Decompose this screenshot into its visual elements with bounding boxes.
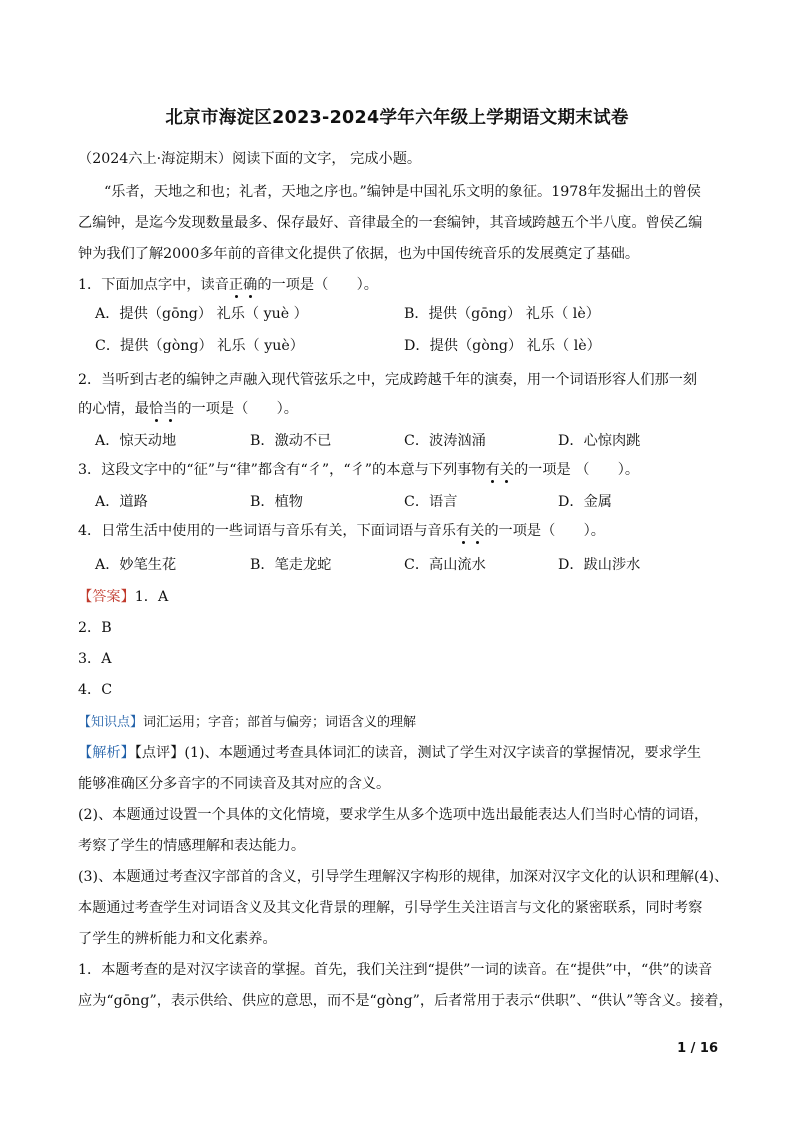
- answer-line: 【答案】1．A: [78, 589, 169, 605]
- knowledge-tag: 【知识点】: [78, 715, 144, 730]
- passage-line: “乐者，天地之和也；礼者，天地之序也。”编钟是中国礼乐文明的象征。1978年发掘出土的曾侯: [104, 184, 701, 200]
- question-3-option-d: D．金属: [558, 494, 612, 510]
- question-4-option-d: D．跋山涉水: [558, 557, 641, 573]
- passage-line: 乙编钟，是迄今发现数量最多、保存最好、音律最全的一套编钟，其音域跨越五个半八度。曾侯乙编: [78, 215, 703, 231]
- question-2-stem: 的心情，最恰当的一项是（ ）。: [78, 398, 298, 418]
- answer-line: 3．A: [78, 651, 112, 667]
- question-1-option-a: A．提供（gōng） 礼乐（ yuè ）: [95, 306, 308, 322]
- passage-line: 钟为我们了解2000多年前的音律文化提供了依据，也为中国传统音乐的发展奠定了基础。: [78, 246, 640, 262]
- question-1-option-b: B．提供（gōng） 礼乐（ lè）: [404, 306, 600, 322]
- knowledge-line: 【知识点】词汇运用；字音；部首与偏旁；词语含义的理解: [78, 715, 417, 730]
- intro-line: （2024六上·海淀期末）阅读下面的文字， 完成小题。: [78, 151, 422, 167]
- question-2-option-d: D．心惊肉跳: [558, 433, 641, 449]
- analysis-line: 能够准确区分多音字的不同读音及其对应的含义。: [78, 776, 391, 792]
- analysis-line: 应为“gōng”，表示供给、供应的意思，而不是“gòng”，后者常用于表示“供职”、“供认”等含义。接着，: [78, 993, 733, 1009]
- question-2-stem: 2．当听到古老的编钟之声融入现代管弦乐之中，完成跨越千年的演奏，用一个词语形容人们那一刻: [78, 372, 698, 388]
- question-4-option-b: B．笔走龙蛇: [250, 557, 332, 573]
- analysis-line: (3)、本题通过考查汉字部首的含义，引导学生理解汉字构形的规律，加深对汉字文化的认识和理解(4)、: [78, 869, 729, 885]
- answer-line: 2．B: [78, 620, 112, 636]
- question-2-option-b: B．激动不已: [250, 433, 332, 449]
- answer-tag: 【答案】: [78, 589, 135, 605]
- analysis-line: 1．本题考查的是对汉字读音的掌握。首先，我们关注到“提供”一词的读音。在“提供”中，“供”的读音: [78, 962, 713, 978]
- answer-line: 4．C: [78, 682, 113, 698]
- question-3-option-a: A．道路: [95, 494, 148, 510]
- question-3-stem: 3．这段文字中的“征”与“律”都含有“彳”，“彳”的本意与下列事物有关的一项是 （ ）。: [78, 459, 639, 479]
- question-2-option-a: A．惊天动地: [95, 433, 177, 449]
- question-4-option-a: A．妙笔生花: [95, 557, 177, 573]
- analysis-line: (2)、本题通过设置一个具体的文化情境，要求学生从多个选项中选出最能表达人们当时心情的词语，: [78, 807, 709, 823]
- question-3-option-c: C．语言: [404, 494, 458, 510]
- question-1-option-d: D．提供（gòng） 礼乐（ lè）: [404, 338, 601, 354]
- analysis-line: 了学生的辨析能力和文化素养。: [78, 931, 277, 947]
- page-number: 1 / 16: [677, 1041, 718, 1056]
- question-2-option-c: C．波涛汹涌: [404, 433, 486, 449]
- question-1-option-c: C．提供（gòng） 礼乐（ yuè）: [95, 338, 304, 354]
- analysis-line: 本题通过考查学生对词语含义及其文化背景的理解，引导学生关注语言与文化的紧密联系，同时考察: [78, 900, 703, 916]
- analysis-line: 【解析】【点评】(1)、本题通过考查具体词汇的读音，测试了学生对汉字读音的掌握情况，要求学生: [78, 745, 702, 761]
- analysis-line: 考察了学生的情感理解和表达能力。: [78, 838, 306, 854]
- question-4-option-c: C．高山流水: [404, 557, 486, 573]
- question-1-stem: 1．下面加点字中，读音正确的一项是（ ）。: [78, 274, 378, 294]
- analysis-tag: 【解析】: [78, 745, 135, 761]
- page-title: 北京市海淀区2023-2024学年六年级上学期语文期末试卷: [165, 108, 629, 128]
- question-3-option-b: B．植物: [250, 494, 303, 510]
- question-4-stem: 4．日常生活中使用的一些词语与音乐有关，下面词语与音乐有关的一项是（ ）。: [78, 520, 605, 540]
